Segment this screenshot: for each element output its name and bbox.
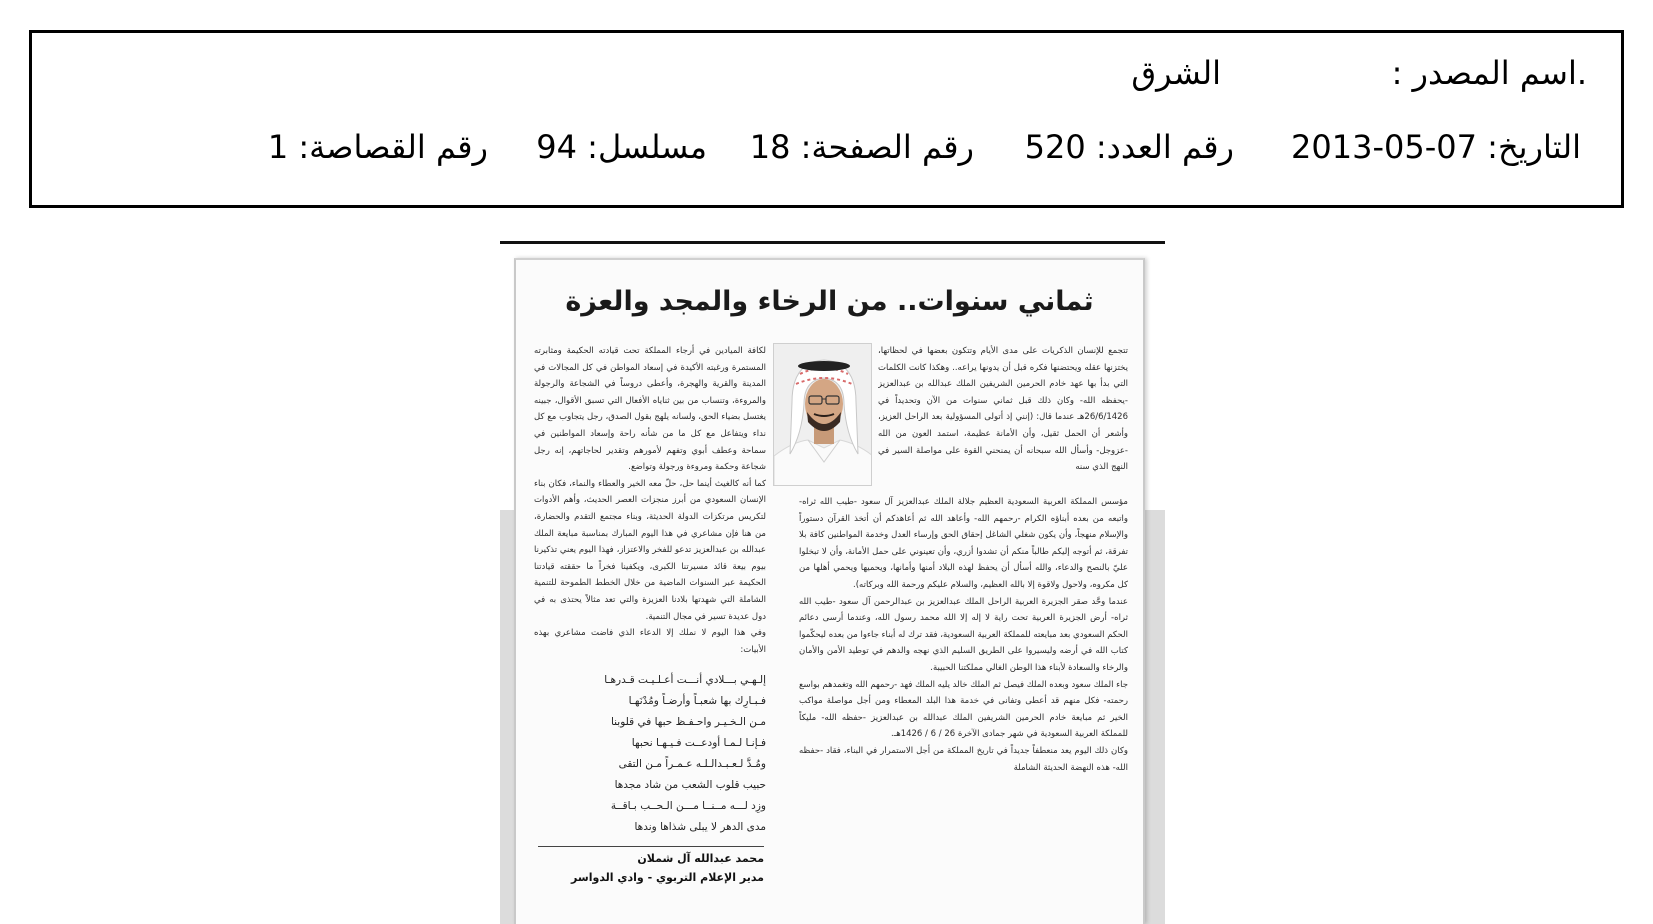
poem-line: حبيب قلوب الشعب من شاد مجدها xyxy=(614,779,766,791)
article-column-right-bottom xyxy=(799,494,1128,924)
serial-field xyxy=(536,129,707,165)
article-paragraph: مؤسس المملكة العربية السعودية العظيم جلالة الملك عبدالعزيز آل سعود -طيب الله ثراه- واتبعه من بعده أبناؤه الكرام -رحمهم الله- وأعاهد الله ثم أعاهدكم أن أتخذ القرآن دستوراً والإسلام منهجاً، وأن يكون شغلي الشاغل إحقاق الحق وإرساء العدل وخدمة المواطنين كافة بلا تفرقة، ثم أتوجه إليكم طالباً منكم أن تشدوا أزري، وأن تعينوني على حمل الأمانة، وأن لا تبخلوا عليّ بالنصح والدعاء، والله أسأل أن يحفظ لهذه البلاد أمنها وأمانها، ويحميها ويحمي أهلها من كل مكروه، ولاحول ولاقوة إلا بالله العظيم، والسلام عليكم ورحمة الله وبركاته). xyxy=(799,497,1128,590)
page-label: رقم الصفحة: xyxy=(800,128,974,166)
article-paragraph: وفي هذا اليوم لا نملك إلا الدعاء الذي فاضت مشاعري بهذه الأبيات: xyxy=(534,628,766,655)
poem-line: إلـهـي بـــلادي أنـــت أعـلـيـت قـدرهـا xyxy=(604,674,766,686)
article-paragraph: عندما وحَّد صقر الجزيرة العربية الراحل الملك عبدالعزيز بن عبدالرحمن آل سعود -طيب الله ثراه- أرض الجزيرة العربية تحت راية لا إله إلا الله محمد رسول الله، وعندما أرسى دعائم الحكم السعودي بعد مبايعته للمملكة العربية السعودية، فقد ترك له أبناء جاءوا من بعده ليحكّموا كتاب الله في أرضه وليسيروا على الطريق السليم الذي نهجه والدهم في توطيد الأمن والأمان والرخاء والسعادة لأبناء هذا الوطن الغالي مملكتنا الحبيبة. xyxy=(799,596,1128,673)
poem-line: مـن الـخـيـر واحـفـظ حبها في قلوبنا xyxy=(610,716,766,728)
article-paragraph: جاء الملك سعود وبعده الملك فيصل ثم الملك خالد يليه الملك فهد -رحمهم الله وتغمدهم بواسع رحمته- فكل منهم قد أعطى وتفانى في خدمة هذا البلد المعطاء ومن أجل مواصلة مواكب الخير ثم مبايعة خادم الحرمين الشريفين الملك عبدالله بن عبدالعزيز -حفظه الله- مليكاً للمملكة العربية السعودية في شهر جمادى الآخرة 26 / 6 / 1426هـ. xyxy=(799,679,1128,740)
page-field xyxy=(750,129,974,165)
issue-label: رقم العدد: xyxy=(1095,128,1234,166)
author-name: محمد عبدالله آل شملان xyxy=(637,852,764,865)
article-column-left xyxy=(534,343,766,669)
issue-field xyxy=(1025,129,1234,165)
poem-line: وزِد لـــه مــنــا مـــن الـحــب بـاقــة xyxy=(610,800,766,812)
poem-line: فـبـارِك بها شعبـاً وأرضـاً ومُدْنَهـا xyxy=(628,695,766,707)
poem-line: ومُـدَّ لـعـبـدالـلـه عـمـراً مـن التقى xyxy=(618,758,766,770)
article-paragraph: لكافة الميادين في أرجاء المملكة تحت قيادته الحكيمة ومثابرته المستمرة ورغبته الأكيدة في إسعاد المواطن في كل المجالات في المدينة والقرية والهجرة، وأعطى دروساً في الشجاعة والرجولة والمروءة، وتنساب من بين ثناياه الأفعال التي تسبق الأقوال، جبينه يغتسل بضياء الحق، ولسانه يلهج بقول الصدق، رجل يتجاوب مع كل نداء ويتفاعل مع كل ما من شأنه راحة وإسعاد المواطنين في سماحة وعطف أبوي وتفهم لأمورهم وتقدير لحاجاتهم، إنه رجل شجاعة وحكمة ومروءة ورجولة وتواضع. xyxy=(534,346,766,473)
issue-value: 520 xyxy=(1024,128,1086,166)
article-headline: ثماني سنوات.. من الرخاء والمجد والعزة xyxy=(565,286,1094,317)
clipping-top-rule xyxy=(500,241,1165,244)
clip-label: رقم القصاصة: xyxy=(298,128,488,166)
author-photo xyxy=(773,343,872,486)
source-value: الشرق xyxy=(1131,54,1221,92)
date-field xyxy=(1291,129,1581,165)
article-paragraph: وكان ذلك اليوم يعد منعطفاً جديداً في تاريخ المملكة من أجل الاستمرار في البناء، فقاد -حفظه الله- هذه النهضة الحديثة الشاملة xyxy=(799,745,1128,773)
signature-divider xyxy=(538,846,764,847)
clip-field xyxy=(268,129,488,165)
article-column-right-top xyxy=(878,343,1128,493)
author-portrait-image xyxy=(774,344,872,486)
poem-line: فـإنـا لـمـا أودعــت فـيـهـا نحبها xyxy=(631,737,766,749)
page-value: 18 xyxy=(749,128,791,166)
serial-value: 94 xyxy=(536,128,577,166)
poem-verses xyxy=(534,670,766,838)
newspaper-clipping xyxy=(514,258,1145,924)
poem-line: مدى الدهر لا يبلى شذاها وندها xyxy=(634,821,766,833)
scan-background-right xyxy=(1145,510,1165,924)
article-paragraph: تتجمع للإنسان الذكريات على مدى الأيام وتتكون بعضها في لحظاتها، يختزنها عقله ويحتضنها فكره قبل أن يدونها يراعه.. وهكذا كانت الكلمات التي بدأ بها عهد خادم الحرمين الشريفين الملك عبدالله بن عبدالعزيز -يحفظه الله- وكان ذلك قبل ثماني سنوات من الآن وتحديداً في 26/6/1426هـ عندما قال: (إنني إذ أتولى المسؤولية بعد الراحل العزيز، وأشعر أن الحمل ثقيل، وأن الأمانة عظيمة، استمد العون من الله -عزوجل- وأسأل الله سبحانه أن يمنحني القوة على مواصلة السير في النهج الذي سنه xyxy=(878,346,1128,473)
serial-label: مسلسل: xyxy=(587,128,707,166)
date-label: التاريخ: xyxy=(1487,128,1581,166)
source-label: .اسم المصدر : xyxy=(1391,54,1587,92)
date-value: 2013-05-07 xyxy=(1291,128,1477,166)
article-paragraph: كما أنه كالغيث أينما حل، حلّ معه الخير والعطاء والنماء، فكان بناء الإنسان السعودي من أبرز منجزات العصر الحديث، وأهم الأدوات لتكريس مرتكزات الدولة الحديثة، وبناء مجتمع التقدم والحضارة، من هنا فإن مشاعري في هذا اليوم المبارك بمناسبة مبايعة الملك عبدالله بن عبدالعزيز تدعو للفخر والاعتزاز، فهذا اليوم يعني تذكيرنا بيوم بيعة قائد مسيرتنا الكبرى، ويكفينا فخراً ما حققته قيادتنا الحكيمة عبر السنوات الماضية من خلال الخطط الطموحة للتنمية الشاملة التي شهدتها بلادنا العزيزة والتي تعد مثالاً يحتذى به في دول عديدة تسير في مجال التنمية. xyxy=(534,478,766,622)
author-title: مدير الإعلام التربوي - وادي الدواسر xyxy=(571,871,764,884)
metadata-box xyxy=(29,30,1624,208)
clip-value: 1 xyxy=(267,128,289,166)
